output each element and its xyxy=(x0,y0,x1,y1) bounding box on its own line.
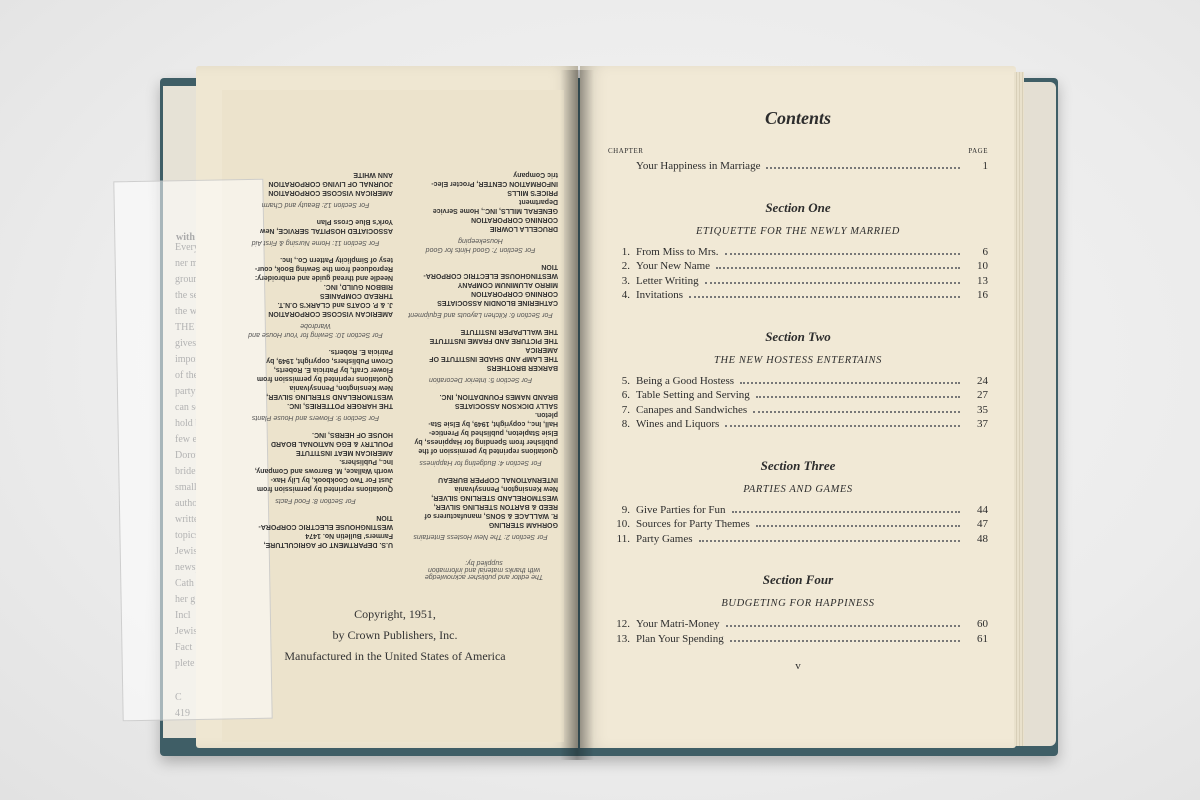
toc-entry-page: 27 xyxy=(977,389,988,401)
acknowledgement-section-heading: For Section 8: Food Facts xyxy=(275,497,356,504)
toc-entry xyxy=(608,532,988,547)
toc-entry-page: 6 xyxy=(982,245,988,258)
acknowledgement-line: Inc., Publishers. xyxy=(339,458,393,465)
acknowledgement-line: THE LAMP AND SHADE INSTITUTE OF xyxy=(429,355,558,362)
acknowledgement-line: INTERNATIONAL COPPER BUREAU xyxy=(438,476,558,483)
toc-entry xyxy=(608,288,988,303)
toc-entry-title: Your Happiness in Marriage xyxy=(636,160,761,172)
toc-entry-page: 16 xyxy=(977,289,988,301)
acknowledgement-section-heading: For Section 12: Beauty and Charm xyxy=(261,201,370,208)
contents-title: Contents xyxy=(764,108,832,128)
toc-entry-number: 10. xyxy=(616,518,630,530)
leader-dots xyxy=(756,396,960,398)
toc-entry-page: 10 xyxy=(977,260,988,272)
spine-shadow xyxy=(560,70,594,760)
toc-entry-page: 47 xyxy=(977,518,988,530)
toc-entry-page: 44 xyxy=(977,503,988,516)
acknowledgement-line: AMERICAN MEAT INSTITUTE xyxy=(295,449,393,456)
toc-entry-number: 13. xyxy=(616,632,630,645)
acknowledgement-line: TION xyxy=(541,263,558,270)
section-title: Section Two xyxy=(765,328,831,344)
acknowledgement-section-heading: For Section 10: Sewing for Your House and Wardrobe xyxy=(248,322,383,338)
acknowledgement-line: THE PICTURE AND FRAME INSTITUTE xyxy=(429,337,558,344)
acknowledgement-line: TION xyxy=(376,514,393,521)
chapter-column-label: CHAPTER xyxy=(608,147,644,155)
leader-dots xyxy=(730,640,960,642)
acknowledgement-line: ANN WHITE xyxy=(353,171,393,178)
section-title: Section Three xyxy=(760,457,836,473)
acknowledgement-line: J. & P. COATS and CLARK'S O.N.T. xyxy=(277,301,393,308)
acknowledgement-line: BARKER BROTHERS xyxy=(486,364,558,371)
section-title: Section One xyxy=(765,199,831,215)
leader-dots xyxy=(756,525,960,527)
toc-entry-title: Sources for Party Themes xyxy=(636,518,750,530)
leader-dots xyxy=(740,382,960,384)
acknowledgement-line: New Kensington, Pennsylvania xyxy=(454,485,558,492)
toc-entry xyxy=(608,388,988,403)
toc-entry-title: Letter Writing xyxy=(636,274,699,287)
acknowledgement-line: Just For Two Cookbook, by Lily Hax- xyxy=(270,476,393,483)
toc-entry-title: Invitations xyxy=(636,289,684,301)
toc-entry xyxy=(608,617,988,632)
toc-entry-title: Party Games xyxy=(636,532,693,545)
leader-dots xyxy=(753,411,960,413)
acknowledgement-line: pleton. xyxy=(535,411,558,418)
acknowledgement-line: HOUSE OF HERBS, INC. xyxy=(312,431,393,438)
acknowledgement-line: CATHERINE BLONDIN ASSOCIATES xyxy=(437,299,558,306)
toc-entry xyxy=(608,403,988,418)
toc-entry xyxy=(608,274,988,289)
toc-entry-page: 13 xyxy=(977,274,988,287)
acknowledgement-line: JOURNAL OF LIVING CORPORATION xyxy=(268,180,393,187)
acknowledgements-left-column xyxy=(403,170,558,549)
toc-entry-page: 37 xyxy=(977,418,988,430)
acknowledgement-line: Crown Publishers, copyright, 1949, by xyxy=(266,357,393,364)
acknowledgement-section-heading: For Section 5: Interior Decoration xyxy=(428,376,533,383)
toc-entry-title: Being a Good Hostess xyxy=(636,374,735,387)
back-cover-edge xyxy=(1020,82,1056,746)
toc-entry xyxy=(608,503,988,518)
leader-dots xyxy=(725,425,960,427)
acknowledgement-line: WESTMORELAND STERLING SILVER, xyxy=(266,393,393,400)
toc-entry-page: 48 xyxy=(977,532,988,545)
leader-dots xyxy=(725,253,960,255)
acknowledgement-section-heading: For Section 2: The New Hostess Entertains xyxy=(413,533,548,540)
section-title: Section Four xyxy=(762,572,834,587)
toc-entry-page: 24 xyxy=(977,374,988,387)
acknowledgement-line: GENERAL MILLS, INC., Home Service xyxy=(432,207,558,214)
acknowledgement-line: POULTRY & EGG NATIONAL BOARD xyxy=(270,440,393,447)
toc-entry-number: 11. xyxy=(616,532,630,545)
acknowledgement-line: R. WALLACE & SONS, manufacturers of xyxy=(424,512,558,519)
acknowledgement-line: WESTINGHOUSE ELECTRIC CORPORA- xyxy=(423,272,558,279)
acknowledgement-line: SALLY DICKSON ASSOCIATES xyxy=(454,402,558,409)
toc-entry xyxy=(608,374,988,389)
acknowledgement-line: tric Company xyxy=(513,171,558,178)
leader-dots xyxy=(766,167,960,169)
toc-entry-number: 2. xyxy=(621,260,630,272)
acknowledgement-line: REED & BARTON STERLING SILVER, xyxy=(433,503,558,510)
acknowledgement-line: DRUCELLA LOWRIE xyxy=(489,225,558,232)
acknowledgement-line: THE HARGER POTTERIES, INC. xyxy=(287,402,393,409)
acknowledgement-line: ASSOCIATED HOSPITAL SERVICE, New xyxy=(260,227,393,234)
toc-entry-title: Canapes and Sandwiches xyxy=(636,403,748,416)
column-headers xyxy=(608,147,988,155)
acknowledgement-line: THREAD COMPANIES xyxy=(320,292,393,299)
acknowledgement-line: MIRRO ALUMINUM COMPANY xyxy=(457,281,558,288)
section-subtitle: BUDGETING FOR HAPPINESS xyxy=(721,598,875,609)
acknowledgement-line: New Kensington, Pennsylvania xyxy=(289,384,393,391)
acknowledgement-line: WESTMORELAND STERLING SILVER, xyxy=(431,494,558,501)
acknowledgement-line: Flower Craft, by Patricia E. Roberts, xyxy=(273,366,393,373)
toc-entry-number: 12. xyxy=(616,618,630,630)
toc-entry-title: Plan Your Spending xyxy=(636,632,724,645)
section-subtitle: THE NEW HOSTESS ENTERTAINS xyxy=(714,354,882,366)
toc-entry-title: Give Parties for Fun xyxy=(636,503,726,516)
toc-entry-number: 6. xyxy=(621,389,630,401)
acknowledgement-line: AMERICAN VISCOSE CORPORATION xyxy=(268,189,393,196)
toc-entry-number: 1. xyxy=(621,245,630,258)
contents-sections xyxy=(608,200,988,647)
toc-entry-number: 4. xyxy=(621,289,630,301)
toc-entry xyxy=(608,517,988,532)
acknowledgement-line: Quotations reprinted by permission from xyxy=(256,485,393,492)
acknowledgement-section-heading: For Section 9: Flowers and House Plants xyxy=(251,414,380,421)
acknowledgement-line: Quotations reprinted by permission from xyxy=(256,375,393,382)
copyright-block xyxy=(230,604,560,667)
section-subtitle: ETIQUETTE FOR THE NEWLY MARRIED xyxy=(696,225,900,237)
publisher-line: by Crown Publishers, Inc. xyxy=(332,628,458,642)
toc-entry-number: 5. xyxy=(621,374,630,387)
toc-entry xyxy=(608,417,988,432)
acknowledgement-section-heading: For Section 7: Good Hints for Good Housekeeping xyxy=(425,237,536,253)
acknowledgement-line: Quotations reprinted by permission of the xyxy=(418,447,558,454)
acknowledgement-line: WESTINGHOUSE ELECTRIC CORPORA- xyxy=(258,523,393,530)
acknowledgement-line: INFORMATION CENTER, Procter Elec- xyxy=(431,180,558,187)
acknowledgement-line: GORHAM STERLING xyxy=(488,521,558,528)
acknowledgement-section-heading: For Section 11: Home Nursing & First Aid xyxy=(251,239,380,246)
toc-entry xyxy=(608,245,988,260)
acknowledgement-line: RIBBON GUILD, INC. xyxy=(323,283,393,290)
manufactured-line: Manufactured in the United States of America xyxy=(284,649,506,663)
acknowledgement-section-heading: For Section 4: Budgeting for Happiness xyxy=(419,459,542,466)
toc-entry-number: 3. xyxy=(621,274,630,287)
acknowledgement-line: CORNING CORPORATION xyxy=(471,290,558,297)
toc-entry-page: 1 xyxy=(982,160,988,172)
table-of-contents xyxy=(608,108,988,672)
acknowledgement-line: Needle and thread guide and embroidery: xyxy=(254,274,393,281)
leader-dots xyxy=(732,511,960,513)
leader-dots xyxy=(705,282,960,284)
acknowledgement-line: worth Wallace, M. Barrows and Company, xyxy=(254,467,393,474)
page-number: v xyxy=(795,660,801,672)
toc-entry xyxy=(608,632,988,647)
acknowledgements xyxy=(232,140,564,580)
toc-entry-title: From Miss to Mrs. xyxy=(636,245,719,258)
acknowledgement-section-heading: For Section 6: Kitchen Layouts and Equipment xyxy=(408,311,553,318)
toc-entry-title: Table Setting and Serving xyxy=(636,389,750,401)
acknowledgement-line: AMERICAN VISCOSE CORPORATION xyxy=(268,310,393,317)
toc-entry xyxy=(608,259,988,274)
acknowledgement-line: PRICE'S MILLS xyxy=(507,189,558,196)
section-subtitle: PARTIES AND GAMES xyxy=(743,483,853,495)
acknowledgement-line: Reproduced from the Sewing Book, cour- xyxy=(254,265,393,272)
toc-entry-title: Your Matri-Money xyxy=(636,618,720,630)
acknowledgement-line: Patricia E. Roberts. xyxy=(328,348,393,355)
page-column-label: PAGE xyxy=(968,147,988,155)
leader-dots xyxy=(699,540,960,542)
leader-dots xyxy=(726,625,960,627)
toc-entry-number: 7. xyxy=(621,403,630,416)
acknowledgement-line: BRAND NAMES FOUNDATION, INC. xyxy=(439,393,558,400)
toc-entry-page: 61 xyxy=(977,632,988,645)
acknowledgement-line: tesy of Simplicity Pattern Co., Inc. xyxy=(280,256,393,263)
acknowledgement-line: Elsie Stapleton, published by Prentice- xyxy=(428,429,558,436)
toc-entry-number: 9. xyxy=(621,503,630,516)
leader-dots xyxy=(716,267,960,269)
acknowledgement-line: CORNING CORPORATION xyxy=(471,216,558,223)
acknowledgement-line: publisher from Spending for Happiness, by xyxy=(414,438,558,445)
toc-entry-title: Wines and Liquors xyxy=(636,418,720,430)
acknowledgement-line: Farmers' Bulletin No. 1474 xyxy=(305,532,393,539)
page-edges xyxy=(1014,72,1024,746)
acknowledgement-line: Hall, Inc., copyright, 1949, by Elsie Sta- xyxy=(428,420,558,427)
acknowledgement-line: U.S. DEPARTMENT OF AGRICULTURE, xyxy=(263,541,393,548)
toc-entry-number: 8. xyxy=(621,418,630,430)
copyright-line: Copyright, 1951, xyxy=(354,607,436,621)
toc-entry xyxy=(608,159,988,174)
toc-entry-page: 35 xyxy=(977,403,988,416)
toc-entry-title: Your New Name xyxy=(636,260,711,272)
acknowledgement-line: Department xyxy=(519,198,558,205)
acknowledgement-line: AMERICA xyxy=(525,346,558,353)
acknowledgements-right-column xyxy=(238,170,393,549)
toc-entry-page: 60 xyxy=(977,618,988,630)
leader-dots xyxy=(689,296,960,298)
acknowledgements-heading: The editor and publisher acknowledge with thanks material and information supplied by: xyxy=(424,559,544,580)
acknowledgement-line: THE WALLPAPER INSTITUTE xyxy=(460,328,558,335)
acknowledgement-line: York's Blue Cross Plan xyxy=(316,218,393,225)
